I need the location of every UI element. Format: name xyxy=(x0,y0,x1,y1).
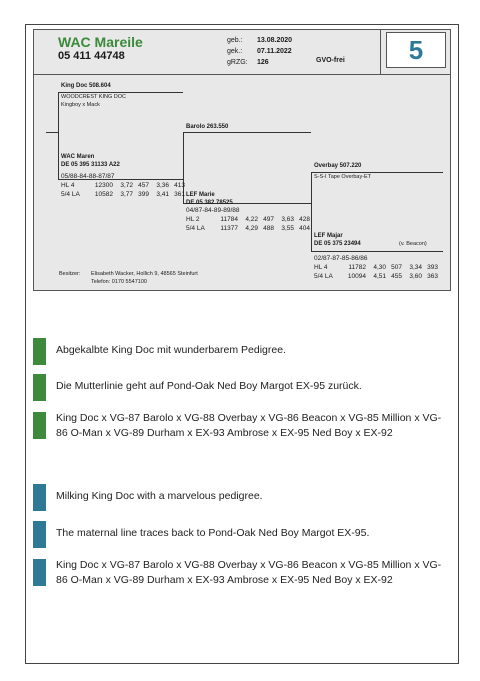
rzg-label: gRZG: xyxy=(227,59,248,66)
pedigree-line xyxy=(311,172,312,251)
mggd-block xyxy=(314,233,361,248)
remark-text: King Doc x VG-87 Barolo x VG-88 Overbay x VG-86 Beacon x VG-85 Million x VG-86 O-Man x VG-89 Durham x EX-93 Ambrose x EX-95 Ned Boy x EX-92 xyxy=(56,559,442,586)
mgd-scores: 04/87-84-89-89/88 xyxy=(186,207,240,214)
perf-row: 5/4 LA 10582 3,77 399 3,41 361 xyxy=(61,191,185,198)
dam-name: WAC Maren xyxy=(61,154,95,160)
mgs-block xyxy=(186,124,228,132)
dam-performance xyxy=(61,172,185,199)
mggs-line: S-S-I Tape Overbay-ET xyxy=(314,174,372,180)
born-date: 13.08.2020 xyxy=(257,37,293,44)
mggd-reg: DE 05 375 23494 xyxy=(314,240,361,247)
mgd-reg: DE 05 382 78525 xyxy=(186,199,233,206)
pedigree-line xyxy=(58,92,183,93)
mgd-performance xyxy=(186,206,310,233)
cow-name: WAC Mareile xyxy=(58,34,143,50)
mgs-name: Barolo 263.550 xyxy=(186,124,229,130)
lot-number: 5 xyxy=(386,32,446,68)
sire-full-name: WOODCREST KING DOC xyxy=(61,94,126,100)
pedigree-line xyxy=(46,132,58,133)
remark-en-3 xyxy=(33,559,448,588)
dates-block xyxy=(227,35,292,68)
dam-scores: 05/88-84-88-87/87 xyxy=(61,173,115,180)
mggd-name: LEF Majar xyxy=(314,233,343,239)
owner-label: Besitzer: xyxy=(59,271,81,277)
remark-text: The maternal line traces back to Pond-Oak Ned Boy Margot EX-95. xyxy=(56,527,370,539)
owner-phone: Telefon: 0170 5547100 xyxy=(91,279,147,285)
remark-de-3 xyxy=(33,412,448,441)
mgd-block xyxy=(186,192,233,207)
green-marker xyxy=(33,412,46,439)
calved-label: gek.: xyxy=(227,48,243,55)
remark-en-2 xyxy=(33,521,369,548)
pedigree-line xyxy=(311,172,443,173)
perf-row: HL 4 11782 4,30 507 3,34 393 xyxy=(314,264,438,271)
dam-reg: DE 05 395 31133 A22 xyxy=(61,161,120,168)
mgd-name: LEF Marie xyxy=(186,192,215,198)
mggd-performance xyxy=(314,254,438,281)
green-marker xyxy=(33,338,46,365)
mggs-name: Overbay 507.220 xyxy=(314,163,362,169)
sire-details xyxy=(61,94,126,109)
remark-en-1 xyxy=(33,484,263,511)
registration-number: 05 411 44748 xyxy=(58,50,125,62)
catalog-card xyxy=(33,29,451,291)
remark-de-1 xyxy=(33,338,286,365)
mggd-sire-note: (v. Beacon) xyxy=(399,241,427,247)
born-label: geb.: xyxy=(227,37,243,44)
owner-info xyxy=(59,270,198,286)
remark-text: Abgekalbte King Doc mit wunderbarem Pedigree. xyxy=(56,344,286,356)
blue-marker xyxy=(33,484,46,511)
pedigree-line xyxy=(58,92,59,180)
owner-name: Elisabeth Wacker, Hollich 9, 48565 Steinfurt xyxy=(91,271,198,277)
sire-name: King Doc 508.604 xyxy=(61,83,111,89)
green-marker xyxy=(33,374,46,401)
card-header xyxy=(34,30,450,75)
sire-parents: Kingboy x Mack xyxy=(61,101,100,108)
remark-text: Milking King Doc with a marvelous pedigree. xyxy=(56,490,263,502)
blue-marker xyxy=(33,559,46,586)
remark-text: Die Mutterlinie geht auf Pond-Oak Ned Boy Margot EX-95 zurück. xyxy=(56,380,362,392)
perf-row: HL 4 12300 3,72 457 3,36 413 xyxy=(61,182,185,189)
calved-date: 07.11.2022 xyxy=(257,48,292,55)
sire-block xyxy=(61,83,111,91)
blue-marker xyxy=(33,521,46,548)
mggd-scores: 02/87-87-85-86/86 xyxy=(314,255,368,262)
pedigree-line xyxy=(311,251,443,252)
lot-box xyxy=(380,29,451,74)
remark-de-2 xyxy=(33,374,362,401)
perf-row: 5/4 LA 10094 4,51 455 3,60 363 xyxy=(314,273,438,280)
pedigree-line xyxy=(183,132,311,133)
rzg-value: 126 xyxy=(257,59,269,66)
gvo-free-label: GVO-frei xyxy=(316,57,345,64)
remark-text: King Doc x VG-87 Barolo x VG-88 Overbay x VG-86 Beacon x VG-85 Million x VG-86 O-Man x VG-89 Durham x EX-93 Ambrose x EX-95 Ned Boy x EX-92 xyxy=(56,412,442,439)
dam-block xyxy=(61,154,120,169)
perf-row: 5/4 LA 11377 4,29 488 3,55 404 xyxy=(186,225,310,232)
mggs-block xyxy=(314,163,361,171)
perf-row: HL 2 11784 4,22 497 3,63 428 xyxy=(186,216,310,223)
